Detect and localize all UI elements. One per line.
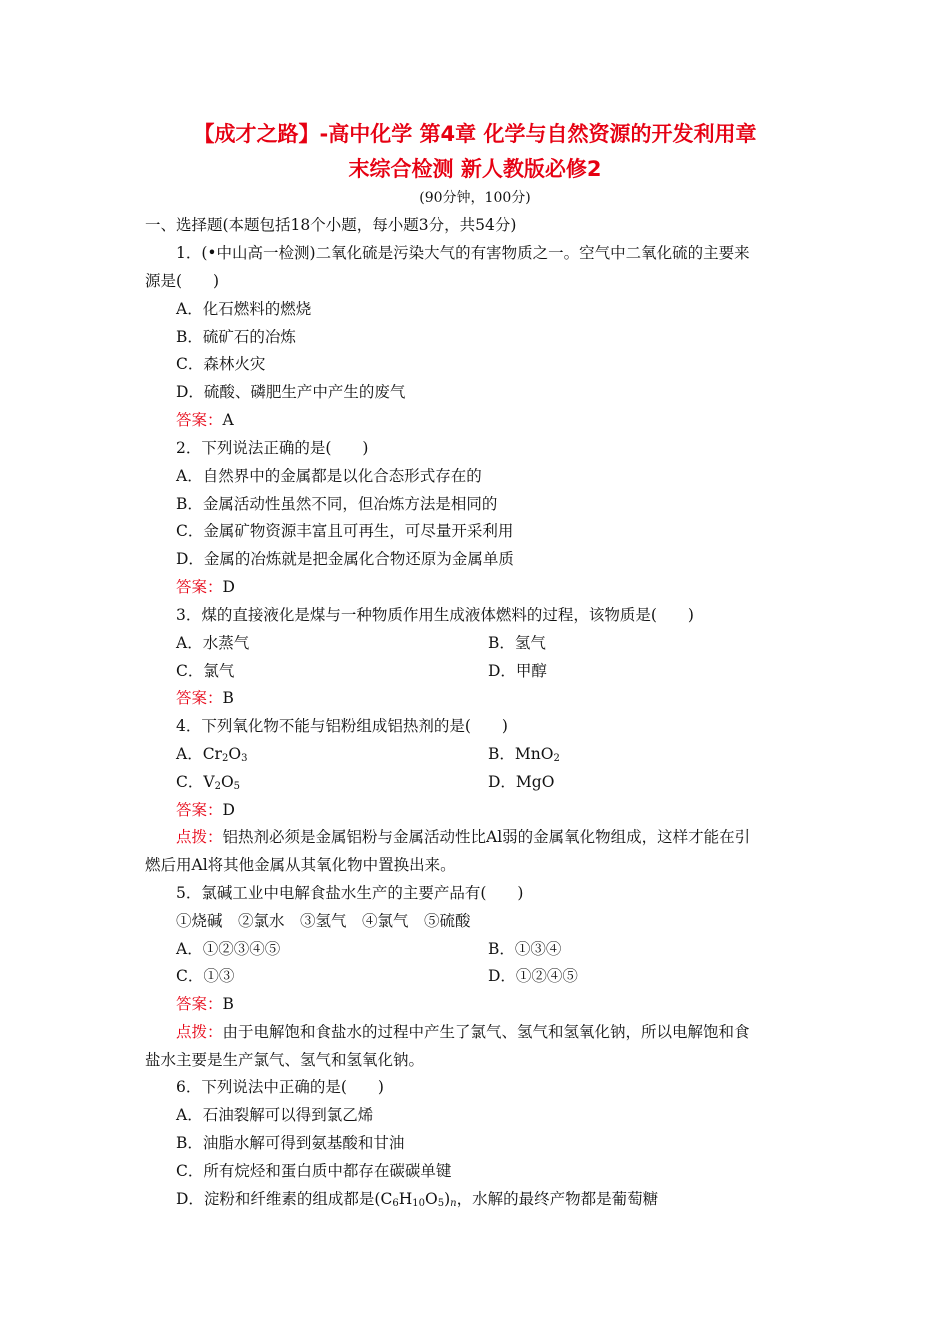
q1-option-d: D．硫酸、磷肥生产中产生的废气: [176, 383, 406, 401]
q1-option-c: C．森林火灾: [176, 355, 266, 373]
q5-answer-value: B: [222, 995, 234, 1013]
document-title-line-1: 【成才之路】-高中化学 第4章 化学与自然资源的开发利用章: [193, 122, 757, 146]
q2-stem: 2．下列说法正确的是( ): [176, 439, 369, 457]
q2-option-c: C．金属矿物资源丰富且可再生，可尽量开采利用: [176, 522, 514, 540]
q5-answer: [176, 993, 234, 1015]
answer-label: 答案：: [176, 801, 223, 819]
q1-stem: 1．(•中山高一检测)二氧化硫是污染大气的有害物质之一。空气中二氧化硫的主要来: [176, 244, 750, 262]
q5-option-c: C．①③: [176, 967, 235, 985]
q4-option-d: D．MgO: [488, 773, 555, 791]
answer-label: 答案：: [176, 689, 223, 707]
q5-hint-cont: 盐水主要是生产氯气、氢气和氢氧化钠。: [145, 1051, 425, 1069]
q3-option-a: A．水蒸气: [176, 634, 250, 652]
answer-label: 答案：: [176, 995, 223, 1013]
q1-option-b: B．硫矿石的冶炼: [176, 328, 296, 346]
q4-option-b: B．MnO$_2$: [488, 745, 560, 764]
q2-answer-value: D: [222, 578, 235, 596]
q3-answer: [176, 687, 234, 709]
q6-option-d: D．淀粉和纤维素的组成都是$(C_6H_{10}O_5)_n$，水解的最终产物都是葡萄糖: [176, 1190, 659, 1209]
document-title-line-2: 末综合检测 新人教版必修2: [348, 157, 602, 181]
q4-option-c: C．$V_2O_5$: [176, 773, 241, 792]
q4-answer-value: D: [222, 801, 235, 819]
section-heading: 一、选择题(本题包括18个小题，每小题3分，共54分): [145, 216, 517, 234]
q3-option-d: D．甲醇: [488, 662, 547, 680]
hint-label: 点拨：: [176, 1023, 223, 1041]
q3-stem: 3．煤的直接液化是煤与一种物质作用生成液体燃料的过程，该物质是( ): [176, 606, 694, 624]
q3-option-b: B．氢气: [488, 634, 546, 652]
q5-hint-text: 由于电解饱和食盐水的过程中产生了氯气、氢气和氢氧化钠，所以电解饱和食: [222, 1023, 750, 1041]
q3-option-c: C．氯气: [176, 662, 235, 680]
q2-option-d: D．金属的冶炼就是把金属化合物还原为金属单质: [176, 550, 514, 568]
q6-option-c: C．所有烷烃和蛋白质中都存在碳碳单键: [176, 1162, 452, 1180]
q1-answer: [176, 409, 234, 431]
q4-hint: [176, 826, 750, 848]
q1-option-a: A．化石燃料的燃烧: [176, 300, 312, 318]
q4-answer: [176, 799, 235, 821]
q1-answer-value: A: [222, 411, 234, 429]
q2-option-a: A．自然界中的金属都是以化合态形式存在的: [176, 467, 482, 485]
q4-hint-cont: 燃后用Al将其他金属从其氧化物中置换出来。: [145, 856, 456, 874]
q5-hint: [176, 1021, 750, 1043]
q3-answer-value: B: [222, 689, 234, 707]
q4-option-a: A．$Cr_2O_3$: [176, 745, 248, 764]
hint-label: 点拨：: [176, 828, 223, 846]
exam-meta: (90分钟，100分): [419, 190, 531, 206]
q5-option-a: A．①②③④⑤: [176, 940, 281, 958]
q1-stem-cont: 源是( ): [145, 272, 220, 290]
q2-option-b: B．金属活动性虽然不同，但冶炼方法是相同的: [176, 495, 498, 513]
q6-option-b: B．油脂水解可得到氨基酸和甘油: [176, 1134, 405, 1152]
q5-items: ①烧碱 ②氯水 ③氢气 ④氯气 ⑤硫酸: [176, 912, 471, 930]
q4-hint-text: 铝热剂必须是金属铝粉与金属活动性比Al弱的金属氧化物组成，这样才能在引: [222, 828, 751, 846]
answer-label: 答案：: [176, 411, 223, 429]
q6-stem: 6．下列说法中正确的是( ): [176, 1078, 384, 1096]
q5-option-b: B．①③④: [488, 940, 562, 958]
q2-answer: [176, 576, 235, 598]
q5-stem: 5．氯碱工业中电解食盐水生产的主要产品有( ): [176, 884, 524, 902]
q6-option-a: A．石油裂解可以得到氯乙烯: [176, 1106, 374, 1124]
answer-label: 答案：: [176, 578, 223, 596]
q4-stem: 4．下列氧化物不能与铝粉组成铝热剂的是( ): [176, 717, 508, 735]
q5-option-d: D．①②④⑤: [488, 967, 578, 985]
